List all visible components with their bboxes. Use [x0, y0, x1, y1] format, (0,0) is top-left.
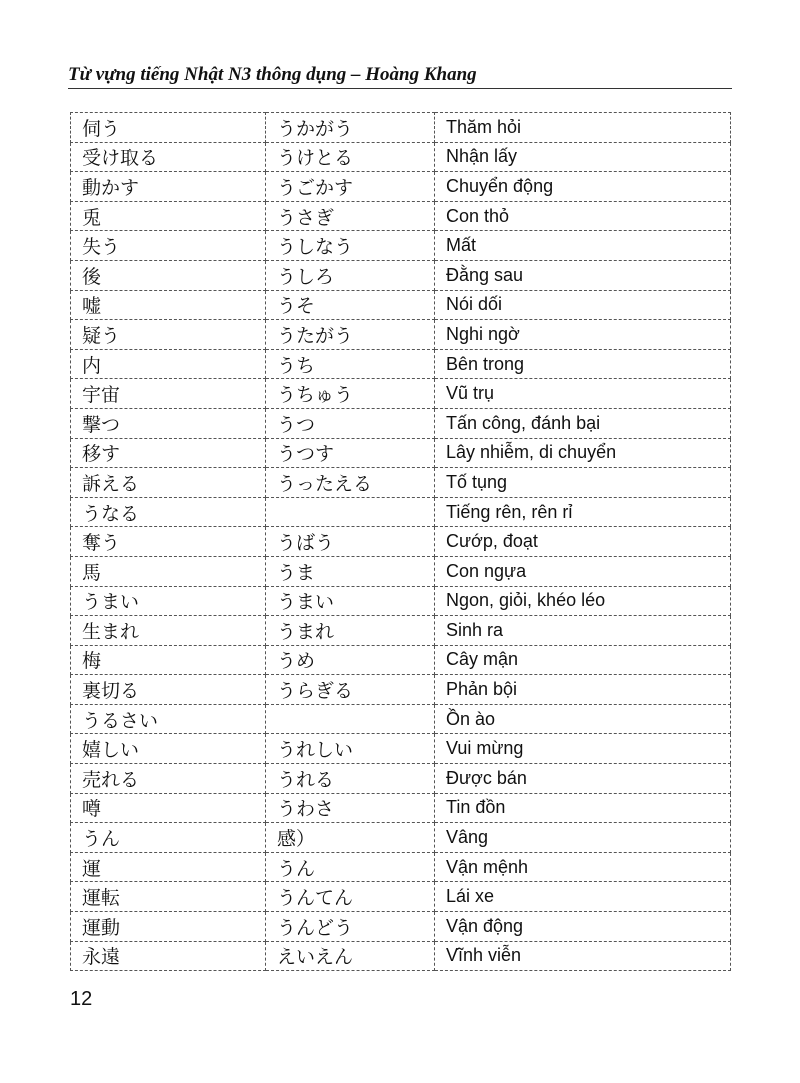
kana-cell: うったえる: [266, 468, 435, 498]
meaning-cell: Chuyển động: [435, 172, 731, 202]
meaning-cell: Ồn ào: [435, 704, 731, 734]
kana-cell: [266, 497, 435, 527]
kana-cell: うまれ: [266, 616, 435, 646]
meaning-cell: Được bán: [435, 764, 731, 794]
vocabulary-table-body: [71, 113, 731, 971]
meaning-cell: Vĩnh viễn: [435, 941, 731, 971]
table-row: [71, 882, 731, 912]
table-row: [71, 823, 731, 853]
meaning-cell: Tấn công, đánh bại: [435, 408, 731, 438]
kanji-cell: 失う: [71, 231, 266, 261]
kana-cell: うわさ: [266, 793, 435, 823]
table-row: [71, 941, 731, 971]
table-row: [71, 704, 731, 734]
kana-cell: うしろ: [266, 260, 435, 290]
table-row: [71, 645, 731, 675]
kana-cell: うち: [266, 349, 435, 379]
meaning-cell: Tố tụng: [435, 468, 731, 498]
table-row: [71, 497, 731, 527]
header-divider: [68, 88, 732, 89]
kana-cell: うごかす: [266, 172, 435, 202]
table-row: [71, 764, 731, 794]
kanji-cell: 生まれ: [71, 616, 266, 646]
table-row: [71, 201, 731, 231]
kanji-cell: 梅: [71, 645, 266, 675]
meaning-cell: Cướp, đoạt: [435, 527, 731, 557]
kanji-cell: 奪う: [71, 527, 266, 557]
meaning-cell: Ngon, giỏi, khéo léo: [435, 586, 731, 616]
meaning-cell: Lái xe: [435, 882, 731, 912]
kana-cell: うんてん: [266, 882, 435, 912]
kana-cell: うさぎ: [266, 201, 435, 231]
kanji-cell: 伺う: [71, 113, 266, 143]
meaning-cell: Nói dối: [435, 290, 731, 320]
meaning-cell: Nhận lấy: [435, 142, 731, 172]
table-row: [71, 586, 731, 616]
meaning-cell: Tin đồn: [435, 793, 731, 823]
meaning-cell: Đằng sau: [435, 260, 731, 290]
kana-cell: うつす: [266, 438, 435, 468]
table-row: [71, 379, 731, 409]
kanji-cell: うまい: [71, 586, 266, 616]
meaning-cell: Sinh ra: [435, 616, 731, 646]
kana-cell: うん: [266, 852, 435, 882]
table-row: [71, 793, 731, 823]
meaning-cell: Mất: [435, 231, 731, 261]
kana-cell: うらぎる: [266, 675, 435, 705]
table-row: [71, 113, 731, 143]
table-row: [71, 734, 731, 764]
kanji-cell: うなる: [71, 497, 266, 527]
kanji-cell: 疑う: [71, 320, 266, 350]
kanji-cell: 永遠: [71, 941, 266, 971]
kana-cell: うれる: [266, 764, 435, 794]
kana-cell: うれしい: [266, 734, 435, 764]
kanji-cell: 嘘: [71, 290, 266, 320]
kanji-cell: 撃つ: [71, 408, 266, 438]
meaning-cell: Vui mừng: [435, 734, 731, 764]
table-row: [71, 675, 731, 705]
kanji-cell: 運: [71, 852, 266, 882]
table-row: [71, 912, 731, 942]
kanji-cell: 移す: [71, 438, 266, 468]
table-row: [71, 852, 731, 882]
meaning-cell: Phản bội: [435, 675, 731, 705]
table-row: [71, 438, 731, 468]
kanji-cell: 運動: [71, 912, 266, 942]
vocabulary-table: [70, 112, 731, 971]
meaning-cell: Con ngựa: [435, 556, 731, 586]
kana-cell: 感）: [266, 823, 435, 853]
kanji-cell: 内: [71, 349, 266, 379]
kana-cell: うつ: [266, 408, 435, 438]
kanji-cell: 宇宙: [71, 379, 266, 409]
meaning-cell: Cây mận: [435, 645, 731, 675]
meaning-cell: Nghi ngờ: [435, 320, 731, 350]
kana-cell: うかがう: [266, 113, 435, 143]
kanji-cell: 受け取る: [71, 142, 266, 172]
kanji-cell: 裏切る: [71, 675, 266, 705]
meaning-cell: Vâng: [435, 823, 731, 853]
kanji-cell: 兎: [71, 201, 266, 231]
page-header-title: Từ vựng tiếng Nhật N3 thông dụng – Hoàng Khang: [68, 64, 477, 85]
table-row: [71, 231, 731, 261]
meaning-cell: Bên trong: [435, 349, 731, 379]
table-row: [71, 290, 731, 320]
kanji-cell: うん: [71, 823, 266, 853]
table-row: [71, 142, 731, 172]
kanji-cell: 嬉しい: [71, 734, 266, 764]
kana-cell: [266, 704, 435, 734]
table-row: [71, 349, 731, 379]
table-row: [71, 260, 731, 290]
table-row: [71, 556, 731, 586]
page-number: 12: [70, 988, 93, 1010]
table-row: [71, 468, 731, 498]
table-row: [71, 527, 731, 557]
kana-cell: うそ: [266, 290, 435, 320]
meaning-cell: Vũ trụ: [435, 379, 731, 409]
kana-cell: うしなう: [266, 231, 435, 261]
kanji-cell: 売れる: [71, 764, 266, 794]
table-row: [71, 320, 731, 350]
kana-cell: うまい: [266, 586, 435, 616]
meaning-cell: Lây nhiễm, di chuyển: [435, 438, 731, 468]
meaning-cell: Vận mệnh: [435, 852, 731, 882]
meaning-cell: Vận động: [435, 912, 731, 942]
kana-cell: うたがう: [266, 320, 435, 350]
kanji-cell: 訴える: [71, 468, 266, 498]
kanji-cell: 後: [71, 260, 266, 290]
kana-cell: えいえん: [266, 941, 435, 971]
meaning-cell: Thăm hỏi: [435, 113, 731, 143]
meaning-cell: Tiếng rên, rên rỉ: [435, 497, 731, 527]
kana-cell: うめ: [266, 645, 435, 675]
kanji-cell: 動かす: [71, 172, 266, 202]
kanji-cell: 噂: [71, 793, 266, 823]
kanji-cell: 馬: [71, 556, 266, 586]
table-row: [71, 408, 731, 438]
table-row: [71, 616, 731, 646]
meaning-cell: Con thỏ: [435, 201, 731, 231]
kanji-cell: うるさい: [71, 704, 266, 734]
kanji-cell: 運転: [71, 882, 266, 912]
kana-cell: うま: [266, 556, 435, 586]
table-row: [71, 172, 731, 202]
kana-cell: うちゅう: [266, 379, 435, 409]
kana-cell: うんどう: [266, 912, 435, 942]
kana-cell: うけとる: [266, 142, 435, 172]
kana-cell: うばう: [266, 527, 435, 557]
